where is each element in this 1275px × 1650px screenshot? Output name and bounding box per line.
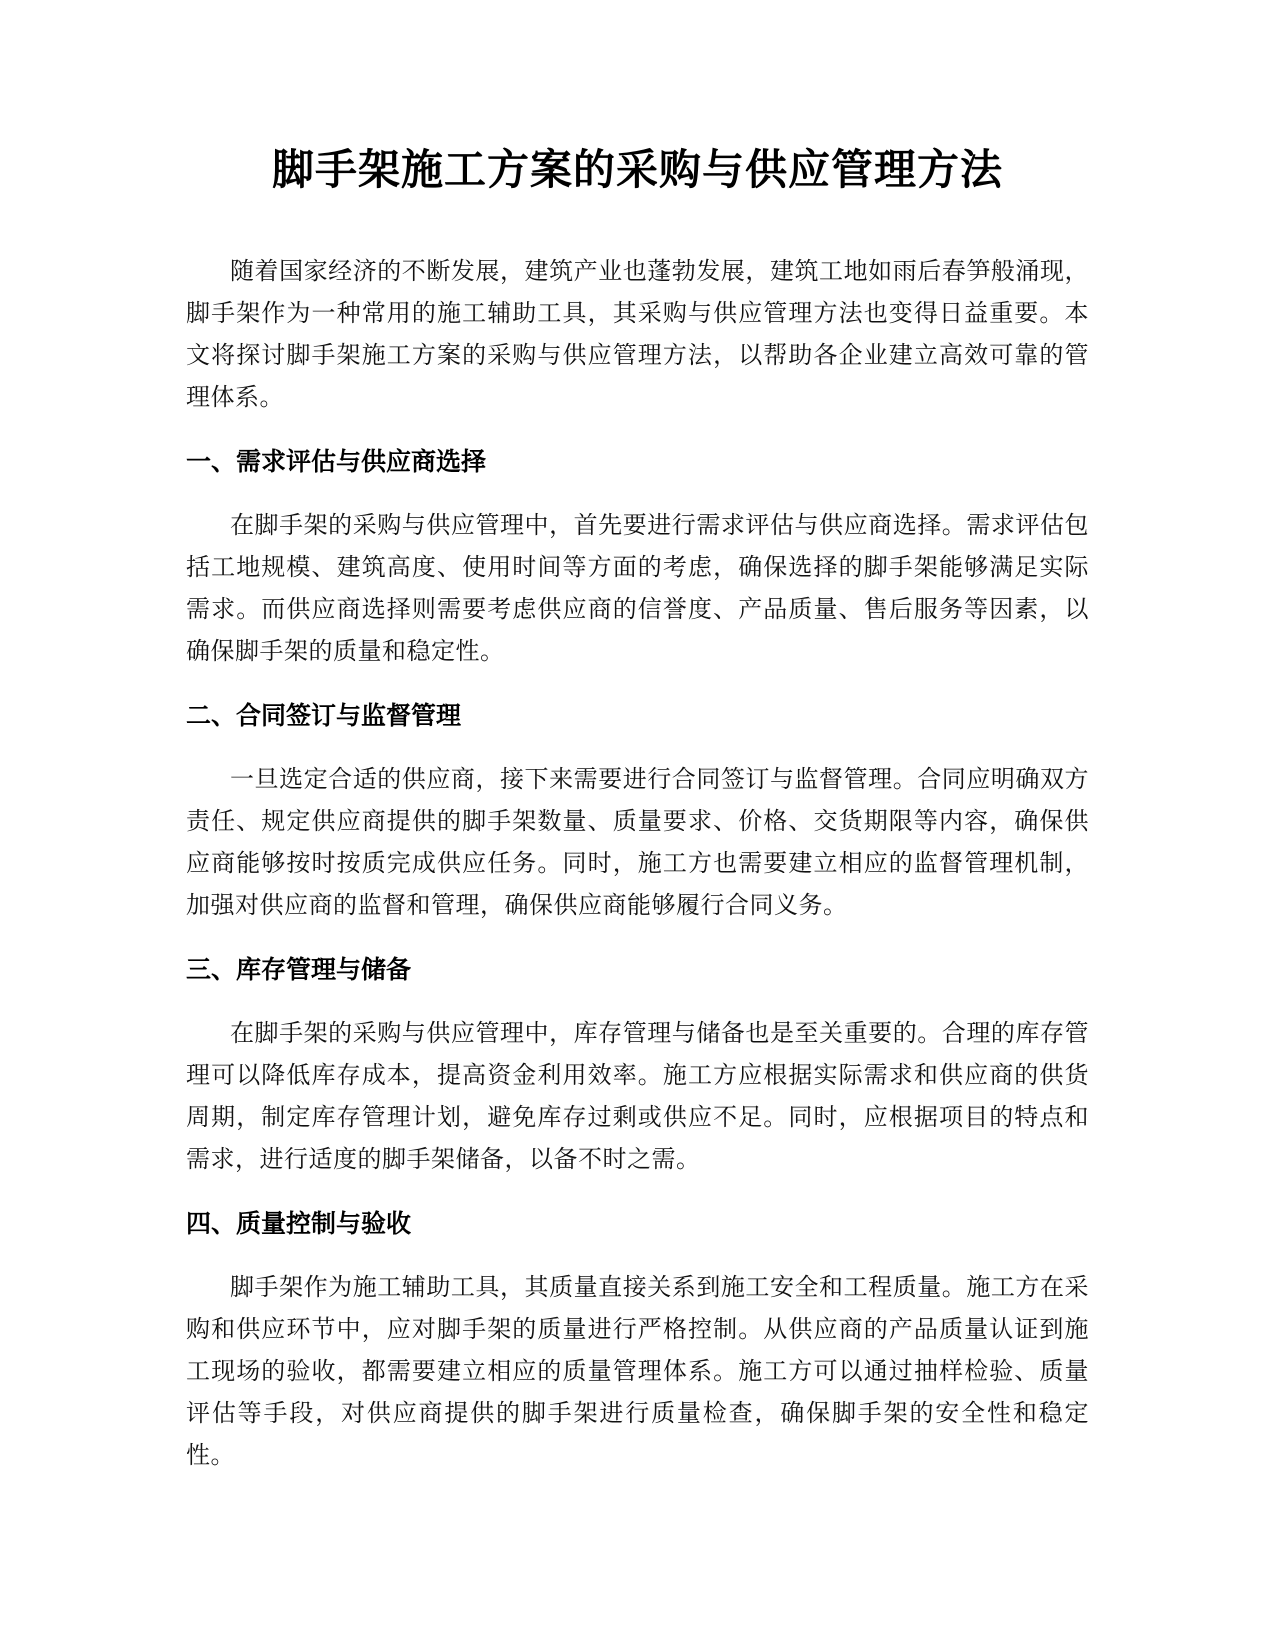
section-paragraph: 在脚手架的采购与供应管理中，库存管理与储备也是至关重要的。合理的库存管理可以降低库存成本，提高资金利用效率。施工方应根据实际需求和供应商的供货周期，制定库存管理计划，避免库存过剩或供应不足。同时，应根据项目的特点和需求，进行适度的脚手架储备，以备不时之需。: [186, 1019, 1089, 1173]
section-heading: 一、需求评估与供应商选择: [186, 447, 487, 476]
section-paragraph: 一旦选定合适的供应商，接下来需要进行合同签订与监督管理。合同应明确双方责任、规定供应商提供的脚手架数量、质量要求、价格、交货期限等内容，确保供应商能够按时按质完成供应任务。同时，施工方也需要建立相应的监督管理机制，加强对供应商的监督和管理，确保供应商能够履行合同义务。: [186, 765, 1089, 919]
section-contract-supervision: [186, 696, 1089, 926]
section-quality-control: [186, 1204, 1089, 1476]
document-title: 脚手架施工方案的采购与供应管理方法: [271, 145, 1003, 194]
section-heading: 二、合同签订与监督管理: [186, 701, 462, 730]
section-demand-assessment: [186, 442, 1089, 672]
intro-paragraph: 随着国家经济的不断发展，建筑产业也蓬勃发展，建筑工地如雨后春笋般涌现，脚手架作为一种常用的施工辅助工具，其采购与供应管理方法也变得日益重要。本文将探讨脚手架施工方案的采购与供应管理方法，以帮助各企业建立高效可靠的管理体系。: [186, 257, 1089, 411]
section-heading: 三、库存管理与储备: [186, 955, 412, 984]
document-page: [186, 140, 1089, 1476]
section-paragraph: 脚手架作为施工辅助工具，其质量直接关系到施工安全和工程质量。施工方在采购和供应环节中，应对脚手架的质量进行严格控制。从供应商的产品质量认证到施工现场的验收，都需要建立相应的质量管理体系。施工方可以通过抽样检验、质量评估等手段，对供应商提供的脚手架进行质量检查，确保脚手架的安全性和稳定性。: [186, 1273, 1089, 1469]
section-paragraph: 在脚手架的采购与供应管理中，首先要进行需求评估与供应商选择。需求评估包括工地规模、建筑高度、使用时间等方面的考虑，确保选择的脚手架能够满足实际需求。而供应商选择则需要考虑供应商的信誉度、产品质量、售后服务等因素，以确保脚手架的质量和稳定性。: [186, 511, 1089, 665]
section-inventory-reserve: [186, 950, 1089, 1180]
section-heading: 四、质量控制与验收: [186, 1209, 412, 1238]
